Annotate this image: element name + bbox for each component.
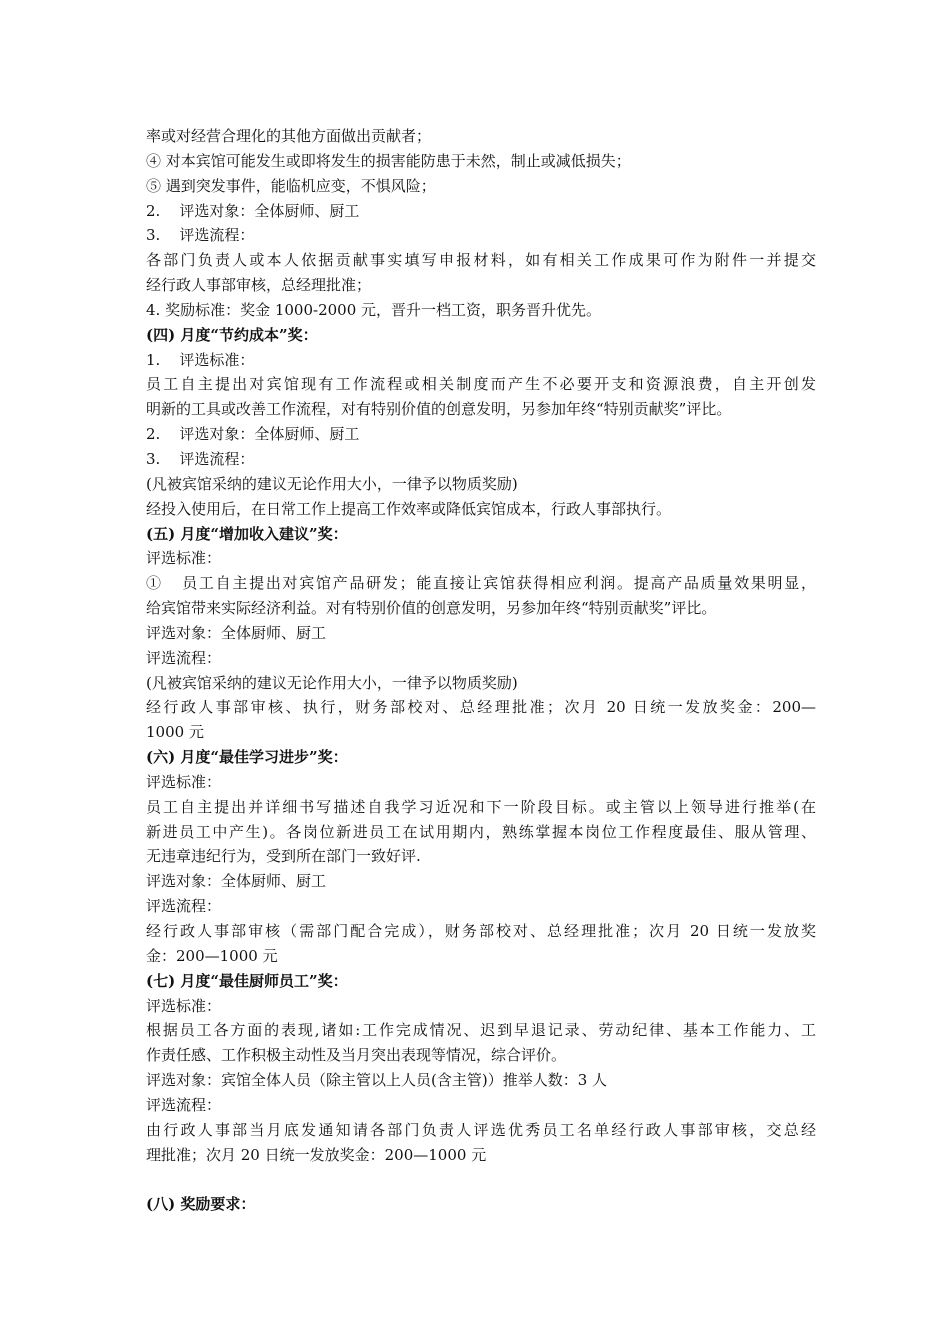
text-line: 评选标准： xyxy=(146,549,222,568)
paragraph-line: 各部门负责人或本人依据贡献事实填写申报材料，如有相关工作成果可作为附件一并提交 xyxy=(146,251,816,270)
list-item: 3. 评选流程： xyxy=(146,449,255,468)
paragraph-line: 新进员工中产生)。各岗位新进员工在试用期内，熟练掌握本岗位工作程度最佳、服从管理、 xyxy=(146,822,816,841)
text-line: 评选流程： xyxy=(146,897,222,916)
paragraph-line: 根据员工各方面的表现,诸如:工作完成情况、迟到早退记录、劳动纪律、基本工作能力、工 xyxy=(146,1021,816,1040)
paragraph-line: 理批准；次月 20 日统一发放奖金：200—1000 元 xyxy=(146,1145,487,1164)
text-line: 评选对象：宾馆全体人员（除主管以上人员(含主管)）推举人数：3 人 xyxy=(146,1071,608,1090)
document-page xyxy=(146,124,816,1217)
section-heading: (八) 奖励要求： xyxy=(146,1195,256,1214)
blank-line xyxy=(146,1167,816,1192)
paragraph-line: ① 员工自主提出对宾馆产品研发；能直接让宾馆获得相应利润。提高产品质量效果明显， xyxy=(146,574,816,593)
text-line: ④ 对本宾馆可能发生或即将发生的损害能防患于未然，制止或减低损失； xyxy=(146,151,631,170)
paragraph-line: 明新的工具或改善工作流程，对有特别价值的创意发明，另参加年终“特别贡献奖”评比。 xyxy=(146,400,732,419)
paragraph-line: 员工自主提出并详细书写描述自我学习近况和下一阶段目标。或主管以上领导进行推举(在 xyxy=(146,797,816,816)
list-item: 2. 评选对象：全体厨师、厨工 xyxy=(146,425,360,444)
text-line: (凡被宾馆采纳的建议无论作用大小，一律予以物质奖励) xyxy=(146,474,518,493)
list-item: 2. 评选对象：全体厨师、厨工 xyxy=(146,201,360,220)
text-line: ⑤ 遇到突发事件，能临机应变，不惧风险； xyxy=(146,176,436,195)
list-item: 4. 奖励标准：奖金 1000-2000 元，晋升一档工资，职务晋升优先。 xyxy=(146,300,602,319)
paragraph-line: 经行政人事部审核，总经理批准； xyxy=(146,276,372,295)
text-line: 评选流程： xyxy=(146,648,222,667)
list-item: 3. 评选流程： xyxy=(146,226,255,245)
paragraph-line: 金：200—1000 元 xyxy=(146,946,278,965)
text-line: 评选对象：全体厨师、厨工 xyxy=(146,623,327,642)
paragraph-line: 员工自主提出对宾馆现有工作流程或相关制度而产生不必要开支和资源浪费，自主开创发 xyxy=(146,375,816,394)
text-line: 评选对象：全体厨师、厨工 xyxy=(146,872,327,891)
section-heading: (六) 月度“最佳学习进步”奖： xyxy=(146,748,348,767)
section-heading: (五) 月度“增加收入建议”奖： xyxy=(146,524,348,543)
text-line: 经投入使用后，在日常工作上提高工作效率或降低宾馆成本，行政人事部执行。 xyxy=(146,499,672,518)
paragraph-line: 作责任感、工作积极主动性及当月突出表现等情况，综合评价。 xyxy=(146,1046,567,1065)
text-line: 评选标准： xyxy=(146,772,222,791)
text-line: 评选流程： xyxy=(146,1095,222,1114)
text-line: (凡被宾馆采纳的建议无论作用大小，一律予以物质奖励) xyxy=(146,673,518,692)
paragraph-line: 无违章违纪行为，受到所在部门一致好评. xyxy=(146,847,421,866)
section-heading: (四) 月度“节约成本”奖： xyxy=(146,325,318,344)
paragraph-line: 1000 元 xyxy=(146,723,204,742)
paragraph-line: 经行政人事部审核、执行，财务部校对、总经理批准；次月 20 日统一发放奖金：200— xyxy=(146,698,816,717)
paragraph-line: 给宾馆带来实际经济利益。对有特别价值的创意发明，另参加年终“特别贡献奖”评比。 xyxy=(146,599,717,618)
paragraph-line: 由行政人事部当月底发通知请各部门负责人评选优秀员工名单经行政人事部审核，交总经 xyxy=(146,1120,816,1139)
paragraph-line: 经行政人事部审核（需部门配合完成），财务部校对、总经理批准；次月 20 日统一发放奖 xyxy=(146,922,816,940)
section-heading: (七) 月度“最佳厨师员工”奖： xyxy=(146,971,348,990)
text-line: 评选标准： xyxy=(146,996,222,1015)
text-line: 率或对经营合理化的其他方面做出贡献者； xyxy=(146,127,432,145)
list-item: 1. 评选标准： xyxy=(146,350,255,369)
